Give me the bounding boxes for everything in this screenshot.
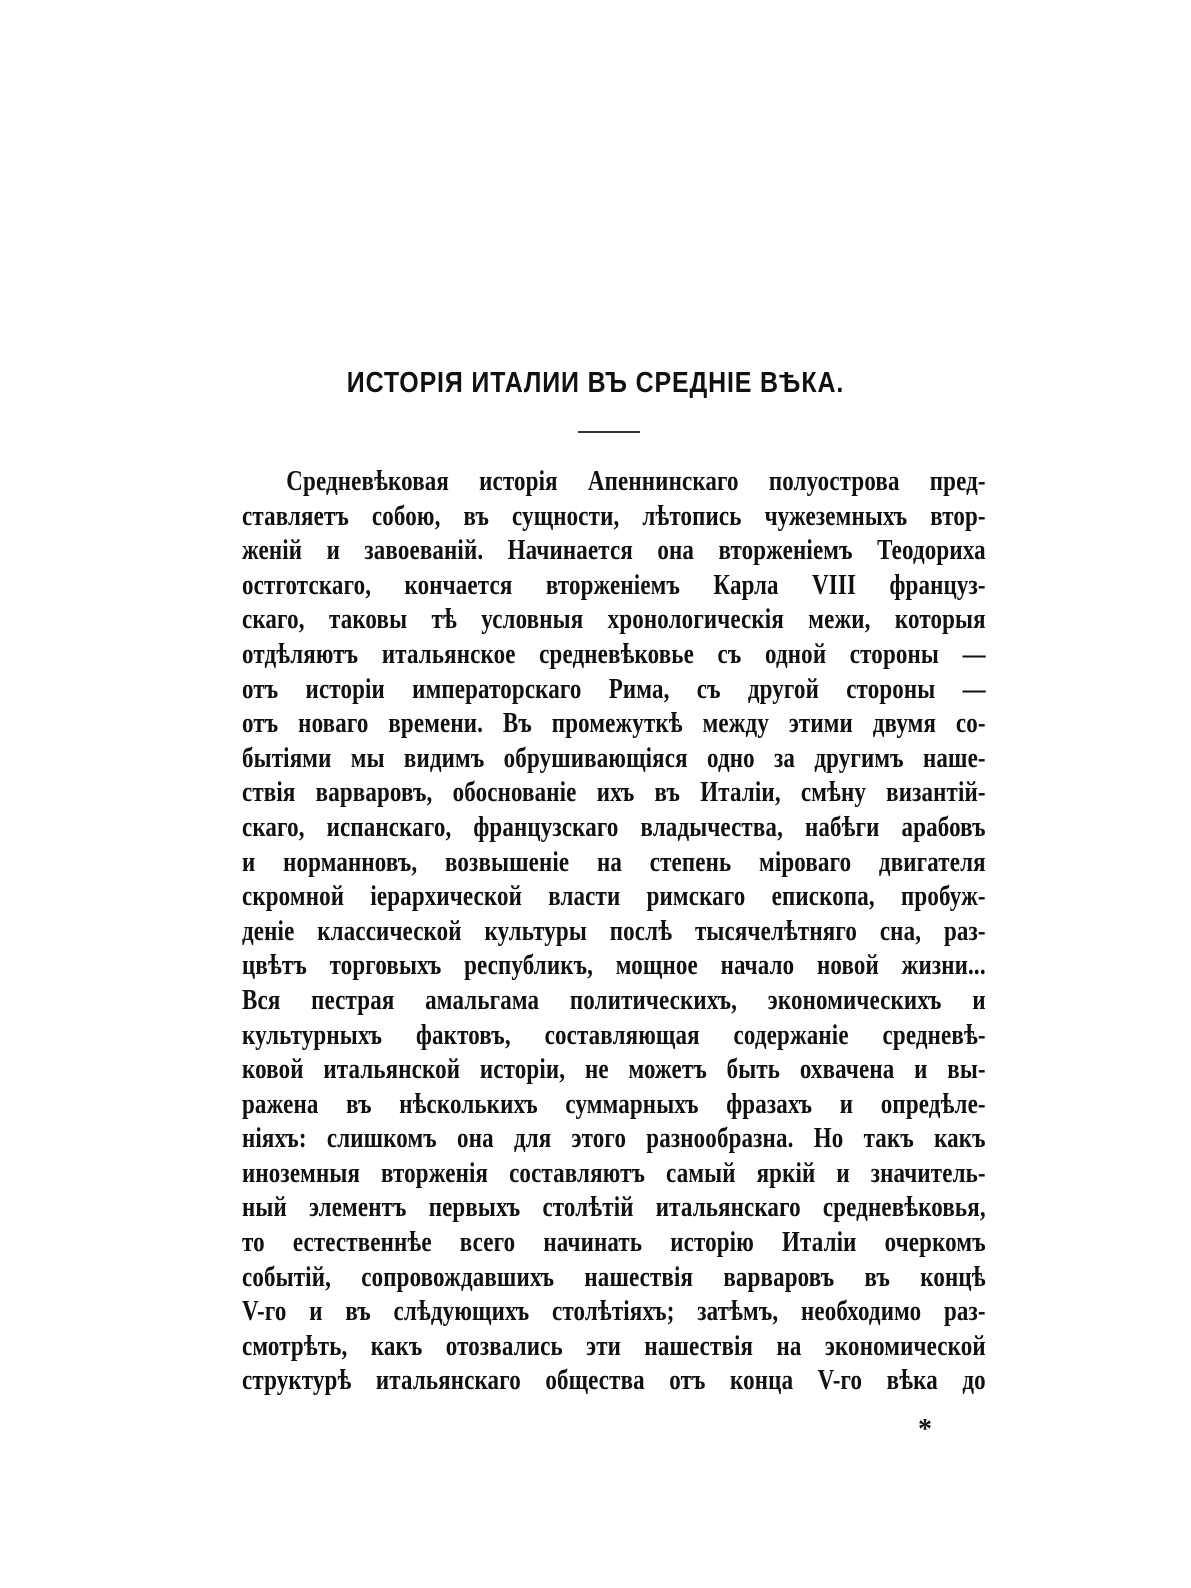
- text-line: событій, сопровождавшихъ нашествія варваровъ въ концѣ: [242, 1261, 986, 1293]
- text-line: иноземныя вторженія составляютъ самый яркій и значитель-: [242, 1157, 986, 1189]
- text-line: структурѣ итальянскаго общества отъ конца V-го вѣка до: [242, 1365, 986, 1397]
- text-line: цвѣтъ торговыхъ республикъ, мощное начало новой жизни...: [242, 950, 986, 982]
- body-text: [242, 465, 986, 1399]
- text-line: скаго, испанскаго, французскаго владычества, набѣги арабовъ: [242, 811, 986, 843]
- title-rule: [578, 431, 640, 433]
- text-line: скаго, таковы тѣ условныя хронологическія межи, которыя: [242, 604, 986, 636]
- text-line: остготскаго, кончается вторженіемъ Карла VIII француз-: [242, 569, 986, 601]
- text-line: ніяхъ: слишкомъ она для этого разнообразна. Но такъ какъ: [242, 1123, 986, 1155]
- text-line: ставляетъ собою, въ сущности, лѣтопись чужеземныхъ втор-: [242, 500, 986, 532]
- text-line: ствія варваровъ, обоснованіе ихъ въ Италіи, смѣну византій-: [242, 777, 986, 809]
- text-line: и норманновъ, возвышеніе на степень міроваго двигателя: [242, 846, 986, 878]
- text-line: смотрѣть, какъ отозвались эти нашествія на экономической: [242, 1330, 986, 1362]
- text-line: Средневѣковая исторія Апеннинскаго полуострова пред-: [286, 466, 986, 497]
- text-line: Вся пестрая амальгама политическихъ, экономическихъ и: [242, 984, 986, 1016]
- text-line: то естественнѣе всего начинать исторію Италіи очеркомъ: [242, 1227, 986, 1259]
- chapter-title: ИСТОРІЯ ИТАЛИИ ВЪ СРЕДНІЕ ВѢКА.: [346, 367, 845, 399]
- text-line: скромной іерархической власти римскаго епископа, пробуж-: [242, 881, 986, 913]
- text-line: ражена въ нѣсколькихъ суммарныхъ фразахъ и опредѣле-: [242, 1088, 986, 1120]
- text-line: отъ новаго времени. Въ промежуткѣ между этими двумя со-: [242, 708, 986, 740]
- text-line: культурныхъ фактовъ, составляющая содержаніе средневѣ-: [242, 1019, 986, 1051]
- text-line: женій и завоеваній. Начинается она вторженіемъ Теодориха: [242, 535, 986, 567]
- signature-mark: *: [918, 1414, 932, 1445]
- text-line: ный элементъ первыхъ столѣтій итальянскаго средневѣковья,: [242, 1192, 986, 1224]
- text-line: отдѣляютъ итальянское средневѣковье съ одной стороны —: [242, 638, 986, 670]
- text-line: отъ исторіи императорскаго Рима, съ другой стороны —: [242, 673, 986, 705]
- text-line: деніе классической культуры послѣ тысячелѣтняго сна, раз-: [242, 915, 986, 947]
- text-line: бытіями мы видимъ обрушивающіяся одно за другимъ наше-: [242, 742, 986, 774]
- text-line: ковой итальянской исторіи, не можетъ быть охвачена и вы-: [242, 1054, 986, 1086]
- text-line: V-го и въ слѣдующихъ столѣтіяхъ; затѣмъ, необходимо раз-: [242, 1296, 986, 1328]
